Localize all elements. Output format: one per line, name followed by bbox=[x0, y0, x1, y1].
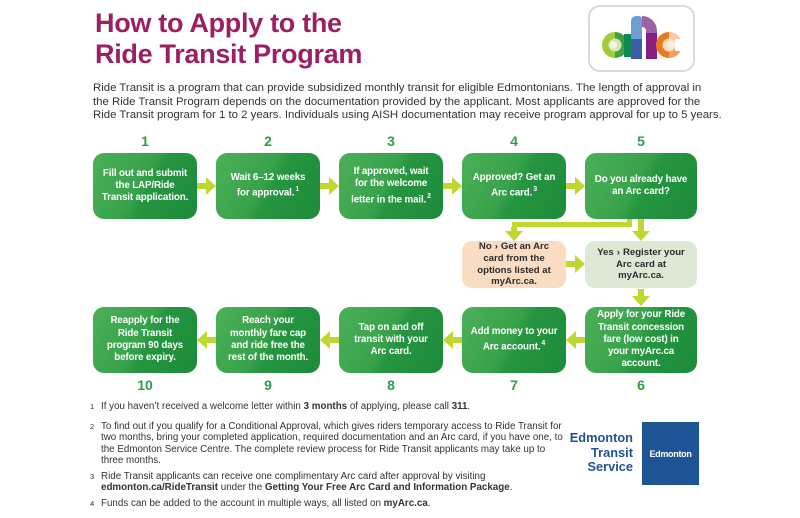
step-text-9: Reach your monthly fare cap and ride free the rest of the month. bbox=[227, 315, 309, 364]
step-number-2: 2 bbox=[264, 133, 272, 149]
flow-arrow-left-6-7 bbox=[566, 331, 585, 349]
step-box-7 bbox=[462, 307, 566, 373]
step-number-7: 7 bbox=[510, 377, 518, 393]
branch-no-box bbox=[462, 241, 566, 288]
flow-arrow-right-2-3 bbox=[320, 177, 339, 195]
flow-arrow-right-1-2 bbox=[197, 177, 216, 195]
step-text-3: If approved, wait for the welcome letter in the mail.$^2$ bbox=[351, 165, 431, 205]
flow-arrow-down-yes-6 bbox=[632, 289, 650, 306]
flow-arrow-right-3-4 bbox=[443, 177, 462, 195]
footnote-4 bbox=[90, 498, 568, 514]
intro-paragraph bbox=[93, 82, 733, 123]
footnote-text-1: If you haven’t received a welcome letter within 3 months of applying, please call 311. bbox=[101, 401, 471, 412]
flow-arrow-down-yes bbox=[632, 219, 650, 241]
page-title-line2: Ride Transit Program bbox=[95, 39, 363, 69]
footnote-marker-2: 2 bbox=[90, 421, 95, 431]
ets-wordmark-line2: Transit bbox=[591, 444, 633, 460]
intro-line2: the Ride Transit Program depends on the documentation provided by the applicant. Most applicants are approved for the bbox=[93, 95, 701, 108]
flow-arrow-left-9-10 bbox=[197, 331, 216, 349]
footnote-text-3: Ride Transit applicants can receive one complimentary Arc card after approval by visiting edmonton.ca/RideTransit under the Getting Your Free Arc Card and Information Package. bbox=[101, 470, 513, 494]
step-number-8: 8 bbox=[387, 377, 395, 393]
ets-wordmark bbox=[545, 431, 633, 475]
footnote-2 bbox=[90, 421, 568, 467]
branch-no-text: No › Get an Arc card from the options listed at myArc.ca. bbox=[477, 240, 551, 288]
step-box-8 bbox=[339, 307, 443, 373]
flow-arrow-left-8-9 bbox=[320, 331, 339, 349]
intro-line1: Ride Transit is a program that can provide subsidized monthly transit for eligible Edmontonians. The length of approval in bbox=[93, 82, 702, 94]
flow-arrow-down-no bbox=[505, 227, 523, 241]
ets-wordmark-line1: Edmonton bbox=[569, 430, 633, 445]
footnote-text-4: Funds can be added to the account in multiple ways, all listed on myArc.ca. bbox=[101, 497, 431, 509]
step-box-4 bbox=[462, 153, 566, 219]
step-text-1: Fill out and submit the LAP/Ride Transit application. bbox=[101, 167, 189, 204]
arc-logo-icon bbox=[599, 13, 683, 65]
step-text-7: Add money to your Arc account.$^4$ bbox=[470, 326, 558, 353]
step-text-6: Apply for your Ride Transit concession fare (low cost) in your myArc.ca account. bbox=[596, 309, 686, 370]
step-box-3 bbox=[339, 153, 443, 219]
step-box-5 bbox=[585, 153, 697, 219]
step-number-3: 3 bbox=[387, 133, 395, 149]
footnotes bbox=[90, 401, 568, 518]
step-number-1: 1 bbox=[141, 133, 149, 149]
branch-yes-text: Yes › Register your Arc card at myArc.ca. bbox=[597, 246, 685, 282]
footnote-1 bbox=[90, 401, 568, 417]
footnote-marker-4: 4 bbox=[90, 498, 95, 508]
intro-line3: Ride Transit program for 1 to 2 years. Individuals using AISH documentation may receive program approval for up to 5 years. bbox=[93, 109, 722, 122]
ets-wordmark-line3: Service bbox=[587, 459, 633, 474]
footnote-3 bbox=[90, 471, 568, 494]
step-box-1 bbox=[93, 153, 197, 219]
branch-yes-box bbox=[585, 241, 697, 288]
step-text-4: Approved? Get an Arc card.$^3$ bbox=[472, 172, 556, 199]
step-number-9: 9 bbox=[264, 377, 272, 393]
step-text-2: Wait 6–12 weeks for approval.$^1$ bbox=[230, 172, 306, 199]
step-number-4: 4 bbox=[510, 133, 518, 149]
page-title-line1: How to Apply to the bbox=[95, 8, 342, 38]
step-text-8: Tap on and off transit with your Arc card. bbox=[354, 321, 428, 358]
arc-logo bbox=[588, 5, 695, 72]
step-text-5: Do you already have an Arc card? bbox=[594, 173, 688, 197]
footnote-text-2: To find out if you qualify for a Conditional Approval, which gives riders temporary access to Ride Transit for two months, bring your completed application, required documentation and an Arc card, if you have one, to the Edmonton Service Centre. The complete review process for Ride Transit applicants may take up to three months. bbox=[101, 420, 563, 467]
step-text-10: Reapply for the Ride Transit program 90 days before expiry. bbox=[106, 315, 184, 364]
edmonton-logo bbox=[642, 422, 699, 485]
step-box-10 bbox=[93, 307, 197, 373]
step-number-6: 6 bbox=[637, 377, 645, 393]
step-number-10: 10 bbox=[137, 377, 153, 393]
step-box-6 bbox=[585, 307, 697, 373]
branch-connector-horizontal bbox=[512, 222, 632, 227]
flow-arrow-left-7-8 bbox=[443, 331, 462, 349]
footnote-marker-1: 1 bbox=[90, 402, 95, 411]
step-number-5: 5 bbox=[637, 133, 645, 149]
flow-arrow-right-4-5 bbox=[566, 177, 585, 195]
flow-arrow-right-no-yes bbox=[566, 255, 585, 273]
footnote-marker-3: 3 bbox=[90, 471, 95, 481]
step-box-2 bbox=[216, 153, 320, 219]
step-box-9 bbox=[216, 307, 320, 373]
page-title bbox=[95, 8, 362, 70]
edmonton-logo-text: Edmonton bbox=[649, 448, 692, 459]
